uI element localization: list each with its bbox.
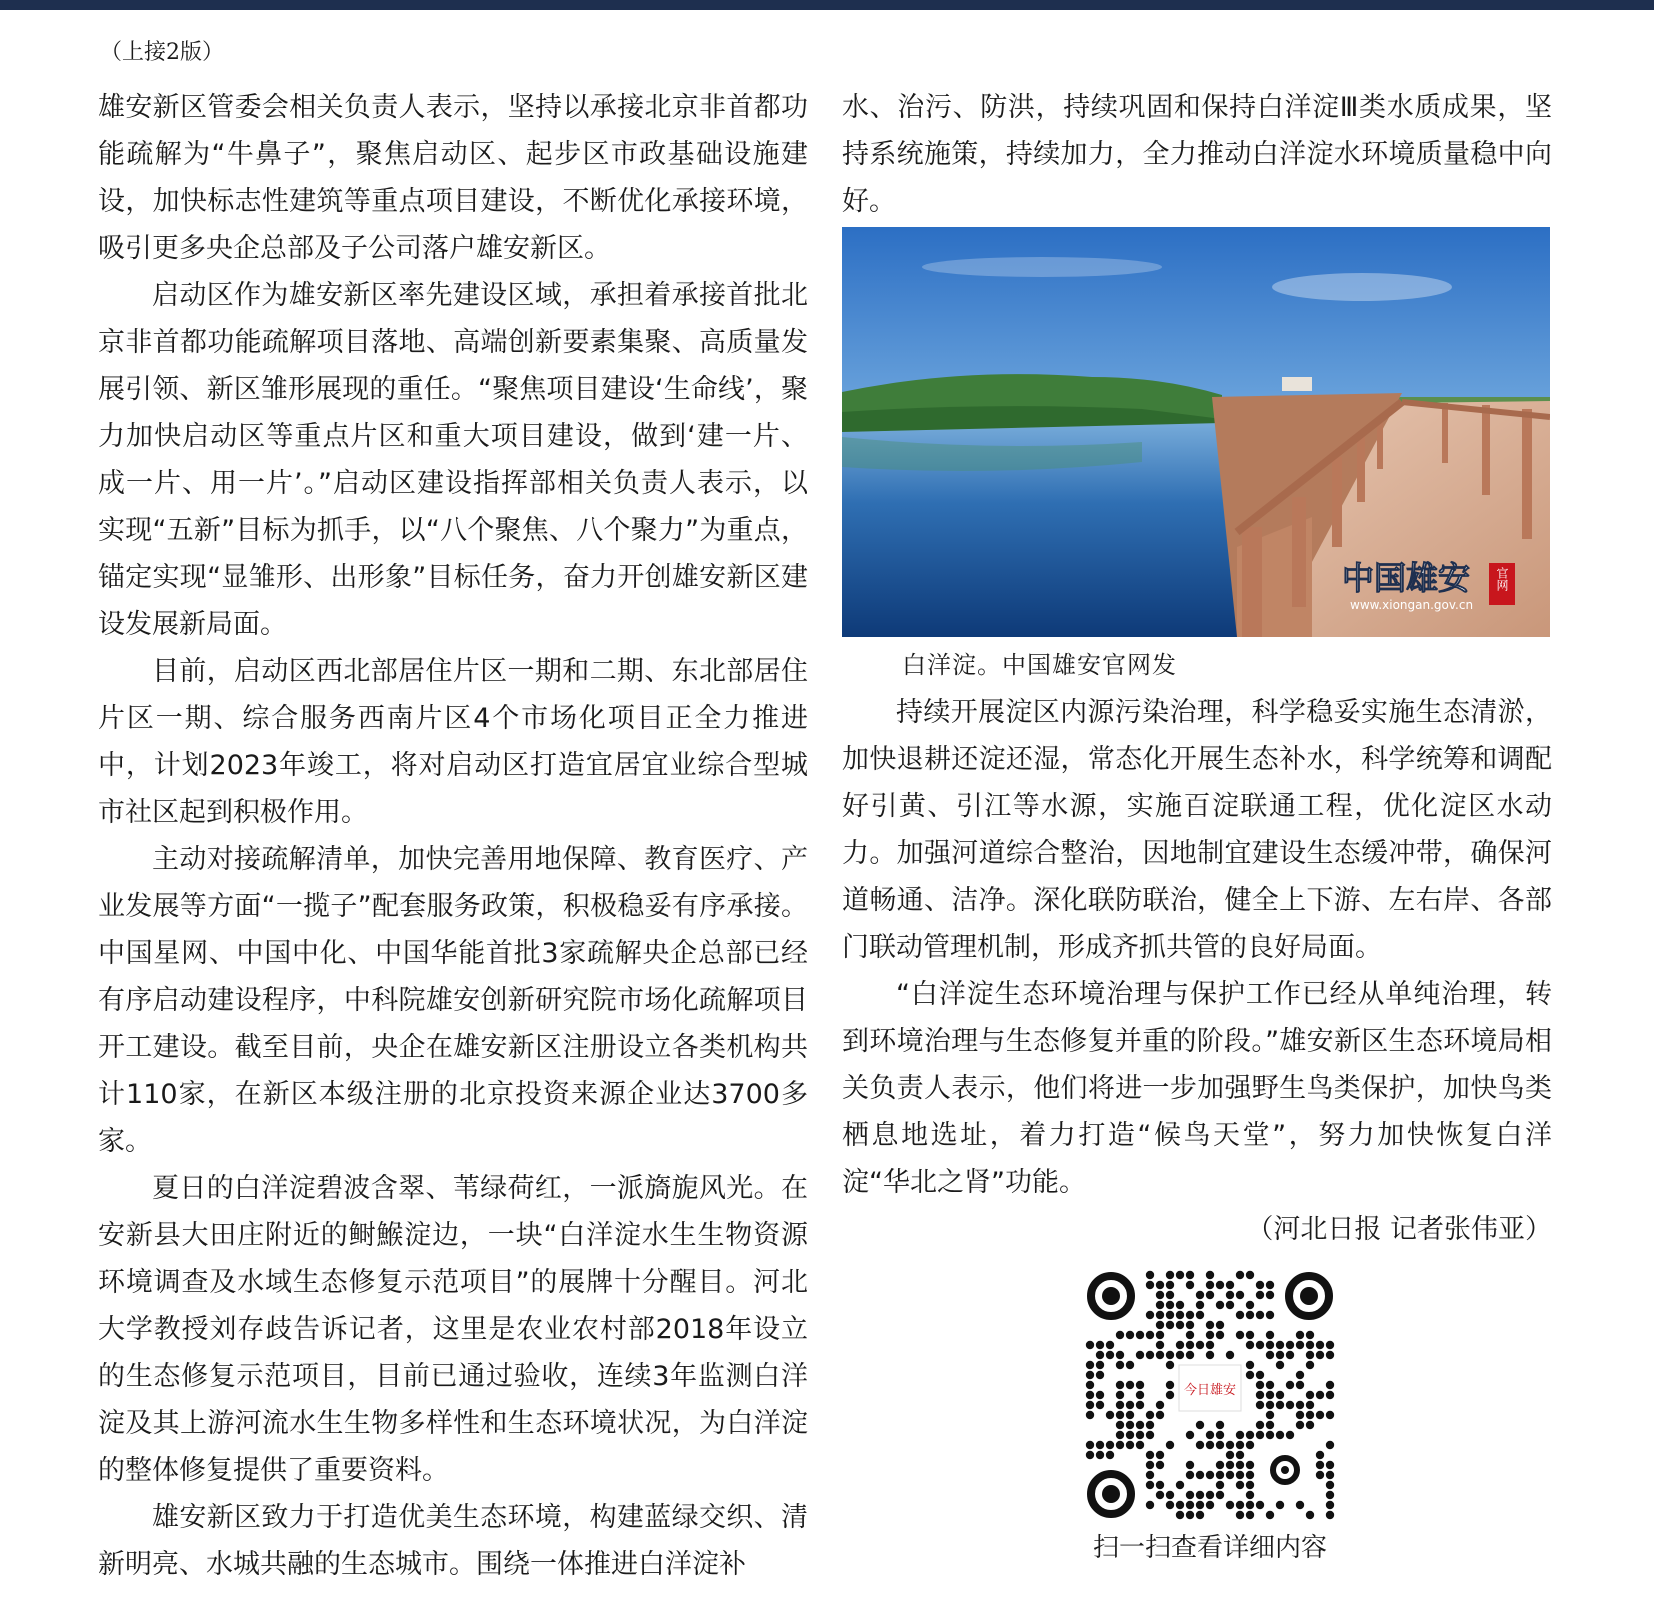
qr-module xyxy=(1286,1351,1294,1359)
qr-module xyxy=(1316,1341,1324,1349)
qr-module xyxy=(1256,1431,1264,1439)
qr-module xyxy=(1116,1421,1124,1429)
article-paragraph: 目前，启动区西北部居住片区一期和二期、东北部居住片区一期、综合服务西南片区4个市场化项目正全力推进中，计划2023年竣工，将对启动区打造宜居宜业综合型城市社区起到积极作用。 xyxy=(98,656,808,828)
qr-module xyxy=(1126,1421,1134,1429)
article-paragraph: “白洋淀生态环境治理与保护工作已经从单纯治理，转到环境治理与生态修复并重的阶段。”雄安新区生态环境局相关负责人表示，他们将进一步加强野生鸟类保护，加快鸟类栖息地选址，着力打造“候鸟天堂”，努力加快恢复白洋淀“华北之肾”功能。 xyxy=(842,979,1552,1198)
qr-module xyxy=(1136,1391,1144,1399)
qr-module xyxy=(1176,1511,1184,1519)
qr-module xyxy=(1276,1501,1284,1509)
qr-module xyxy=(1116,1361,1124,1369)
qr-module xyxy=(1276,1361,1284,1369)
qr-module xyxy=(1166,1291,1174,1299)
qr-module xyxy=(1316,1351,1324,1359)
qr-module xyxy=(1246,1301,1254,1309)
qr-module xyxy=(1166,1321,1174,1329)
qr-module xyxy=(1086,1371,1094,1379)
qr-module xyxy=(1186,1331,1194,1339)
qr-module xyxy=(1206,1291,1214,1299)
qr-module xyxy=(1326,1441,1334,1449)
qr-module xyxy=(1326,1391,1334,1399)
qr-module xyxy=(1146,1471,1154,1479)
qr-module xyxy=(1266,1341,1274,1349)
qr-module xyxy=(1236,1291,1244,1299)
qr-module xyxy=(1236,1481,1244,1489)
qr-module xyxy=(1236,1431,1244,1439)
qr-module xyxy=(1196,1291,1204,1299)
qr-module xyxy=(1216,1281,1224,1289)
photo-watermark-url: www.xiongan.gov.cn xyxy=(1350,598,1474,612)
qr-module xyxy=(1226,1461,1234,1469)
qr-module xyxy=(1316,1471,1324,1479)
qr-module xyxy=(1186,1511,1194,1519)
qr-module xyxy=(1136,1331,1144,1339)
photo-watermark-seal: 官网 xyxy=(1495,567,1509,591)
qr-module xyxy=(1196,1501,1204,1509)
qr-module xyxy=(1236,1471,1244,1479)
qr-module xyxy=(1276,1431,1284,1439)
left-article-column xyxy=(98,84,808,1588)
qr-module xyxy=(1226,1451,1234,1459)
qr-module xyxy=(1326,1411,1334,1419)
qr-module xyxy=(1086,1441,1094,1449)
article-paragraph: 雄安新区管委会相关负责人表示，坚持以承接北京非首都功能疏解为“牛鼻子”，聚焦启动区、起步区市政基础设施建设，加快标志性建筑等重点项目建设，不断优化承接环境，吸引更多央企总部及子公司落户雄安新区。 xyxy=(98,92,808,264)
qr-module xyxy=(1206,1491,1214,1499)
qr-module xyxy=(1126,1361,1134,1369)
qr-module xyxy=(1286,1401,1294,1409)
qr-module xyxy=(1326,1381,1334,1389)
qr-module xyxy=(1156,1451,1164,1459)
qr-module xyxy=(1326,1461,1334,1469)
qr-module xyxy=(1186,1501,1194,1509)
qr-module xyxy=(1256,1311,1264,1319)
qr-module xyxy=(1156,1461,1164,1469)
qr-module xyxy=(1136,1431,1144,1439)
qr-module xyxy=(1166,1381,1174,1389)
qr-module xyxy=(1226,1471,1234,1479)
qr-module xyxy=(1156,1291,1164,1299)
qr-module xyxy=(1206,1431,1214,1439)
qr-module xyxy=(1216,1321,1224,1329)
qr-module xyxy=(1296,1371,1304,1379)
qr-module xyxy=(1256,1401,1264,1409)
qr-module xyxy=(1136,1421,1144,1429)
qr-module xyxy=(1266,1391,1274,1399)
qr-module xyxy=(1206,1441,1214,1449)
qr-module xyxy=(1216,1491,1224,1499)
qr-module xyxy=(1146,1411,1154,1419)
qr-module xyxy=(1256,1281,1264,1289)
qr-module xyxy=(1246,1361,1254,1369)
right-article-column xyxy=(842,84,1552,1253)
qr-module xyxy=(1296,1401,1304,1409)
qr-module xyxy=(1126,1411,1134,1419)
qr-module xyxy=(1116,1331,1124,1339)
qr-module xyxy=(1196,1441,1204,1449)
qr-module xyxy=(1086,1361,1094,1369)
qr-module xyxy=(1246,1341,1254,1349)
qr-module xyxy=(1136,1351,1144,1359)
qr-module xyxy=(1186,1431,1194,1439)
qr-module xyxy=(1166,1391,1174,1399)
qr-module xyxy=(1186,1341,1194,1349)
qr-module xyxy=(1246,1271,1254,1279)
article-paragraph-continued: 水、治污、防洪，持续巩固和保持白洋淀Ⅲ类水质成果，坚持系统施策，持续加力，全力推动白洋淀水环境质量稳中向好。 xyxy=(842,92,1552,217)
top-banner-bar xyxy=(0,0,1654,10)
qr-module xyxy=(1126,1441,1134,1449)
qr-module xyxy=(1286,1341,1294,1349)
qr-module xyxy=(1156,1401,1164,1409)
qr-module xyxy=(1236,1331,1244,1339)
qr-module xyxy=(1256,1291,1264,1299)
qr-module xyxy=(1176,1481,1184,1489)
qr-module xyxy=(1096,1371,1104,1379)
qr-module xyxy=(1206,1351,1214,1359)
qr-module xyxy=(1296,1411,1304,1419)
qr-module xyxy=(1256,1421,1264,1429)
qr-module xyxy=(1266,1421,1274,1429)
qr-module xyxy=(1106,1351,1114,1359)
qr-module xyxy=(1176,1301,1184,1309)
qr-module xyxy=(1296,1341,1304,1349)
qr-module xyxy=(1256,1371,1264,1379)
qr-module xyxy=(1326,1501,1334,1509)
qr-module xyxy=(1116,1431,1124,1439)
qr-module xyxy=(1266,1511,1274,1519)
qr-module xyxy=(1236,1511,1244,1519)
qr-module xyxy=(1196,1311,1204,1319)
qr-module xyxy=(1156,1481,1164,1489)
qr-module xyxy=(1176,1501,1184,1509)
qr-module xyxy=(1216,1471,1224,1479)
qr-module xyxy=(1316,1411,1324,1419)
qr-module xyxy=(1216,1421,1224,1429)
qr-module xyxy=(1236,1501,1244,1509)
qr-module xyxy=(1116,1381,1124,1389)
qr-module xyxy=(1306,1391,1314,1399)
qr-module xyxy=(1126,1401,1134,1409)
qr-module xyxy=(1316,1451,1324,1459)
qr-module xyxy=(1286,1431,1294,1439)
qr-center-logo: 今日雄安 xyxy=(1183,1383,1237,1398)
qr-module xyxy=(1096,1401,1104,1409)
qr-module xyxy=(1216,1481,1224,1489)
article-paragraph: 启动区作为雄安新区率先建设区域，承担着承接首批北京非首都功能疏解项目落地、高端创新要素集聚、高质量发展引领、新区雏形展现的重任。“聚焦项目建设‘生命线’，聚力加快启动区等重点片区和重大项目建设，做到‘建一片、成一片、用一片’。”启动区建设指挥部相关负责人表示，以实现“五新”目标为抓手，以“八个聚焦、八个聚力”为重点，锚定实现“显雏形、出形象”目标任务，奋力开创雄安新区建设发展新局面。 xyxy=(98,280,808,640)
article-paragraph: 主动对接疏解清单，加快完善用地保障、教育医疗、产业发展等方面“一揽子”配套服务政策，积极稳妥有序承接。中国星网、中国中化、中国华能首批3家疏解央企总部已经有序启动建设程序，中科院雄安创新研究院市场化疏解项目开工建设。截至目前，央企在雄安新区注册设立各类机构共计110家，在新区本级注册的北京投资来源企业达3700多家。 xyxy=(98,844,808,1157)
qr-module xyxy=(1206,1321,1214,1329)
qr-module xyxy=(1086,1411,1094,1419)
qr-module xyxy=(1266,1431,1274,1439)
qr-module xyxy=(1146,1431,1154,1439)
qr-module xyxy=(1206,1471,1214,1479)
qr-module xyxy=(1156,1281,1164,1289)
qr-module xyxy=(1186,1471,1194,1479)
qr-module xyxy=(1166,1301,1174,1309)
qr-module xyxy=(1166,1311,1174,1319)
qr-module xyxy=(1276,1341,1284,1349)
qr-module xyxy=(1086,1381,1094,1389)
qr-module xyxy=(1266,1281,1274,1289)
qr-module xyxy=(1166,1491,1174,1499)
qr-module xyxy=(1216,1441,1224,1449)
qr-module xyxy=(1166,1441,1174,1449)
article-paragraph: 持续开展淀区内源污染治理，科学稳妥实施生态清淤，加快退耕还淀还湿，常态化开展生态补水，科学统筹和调配好引黄、引江等水源，实施百淀联通工程，优化淀区水动力。加强河道综合整治，因地制宜建设生态缓冲带，确保河道畅通、洁净。深化联防联治，健全上下游、左右岸、各部门联动管理机制，形成齐抓共管的良好局面。 xyxy=(842,697,1552,963)
qr-module xyxy=(1216,1331,1224,1339)
qr-module xyxy=(1246,1481,1254,1489)
qr-module xyxy=(1256,1381,1264,1389)
photo-watermark-title: 中国雄安 xyxy=(1342,559,1471,597)
qr-module xyxy=(1236,1311,1244,1319)
qr-module xyxy=(1126,1331,1134,1339)
qr-module xyxy=(1306,1401,1314,1409)
qr-module xyxy=(1196,1471,1204,1479)
qr-module xyxy=(1156,1301,1164,1309)
qr-module xyxy=(1246,1471,1254,1479)
qr-module xyxy=(1236,1461,1244,1469)
photo-caption: 白洋淀。中国雄安官网发 xyxy=(902,651,1177,679)
qr-module xyxy=(1116,1351,1124,1359)
qr-module xyxy=(1096,1341,1104,1349)
qr-module xyxy=(1166,1271,1174,1279)
qr-module xyxy=(1306,1361,1314,1369)
qr-module xyxy=(1296,1421,1304,1429)
qr-scan-label: 扫一扫查看详细内容 xyxy=(1092,1533,1327,1563)
qr-module xyxy=(1096,1361,1104,1369)
qr-module xyxy=(1096,1441,1104,1449)
qr-module xyxy=(1256,1341,1264,1349)
qr-module xyxy=(1126,1381,1134,1389)
qr-module xyxy=(1206,1281,1214,1289)
qr-module xyxy=(1186,1321,1194,1329)
qr-module xyxy=(1186,1461,1194,1469)
qr-module xyxy=(1156,1311,1164,1319)
qr-module xyxy=(1166,1361,1174,1369)
qr-module xyxy=(1246,1441,1254,1449)
qr-module xyxy=(1246,1431,1254,1439)
qr-module xyxy=(1116,1441,1124,1449)
qr-module xyxy=(1086,1401,1094,1409)
qr-module xyxy=(1096,1451,1104,1459)
qr-module xyxy=(1326,1471,1334,1479)
qr-module xyxy=(1296,1331,1304,1339)
qr-module xyxy=(1196,1421,1204,1429)
qr-module xyxy=(1296,1381,1304,1389)
qr-module xyxy=(1266,1311,1274,1319)
qr-module xyxy=(1266,1401,1274,1409)
qr-module xyxy=(1326,1511,1334,1519)
qr-module xyxy=(1146,1311,1154,1319)
qr-module xyxy=(1196,1491,1204,1499)
qr-module xyxy=(1136,1401,1144,1409)
qr-module xyxy=(1156,1321,1164,1329)
qr-module xyxy=(1256,1391,1264,1399)
qr-module xyxy=(1116,1401,1124,1409)
qr-module xyxy=(1146,1421,1154,1429)
qr-module xyxy=(1326,1351,1334,1359)
qr-module xyxy=(1206,1271,1214,1279)
qr-module xyxy=(1186,1311,1194,1319)
qr-module xyxy=(1326,1341,1334,1349)
qr-module xyxy=(1156,1351,1164,1359)
qr-module xyxy=(1226,1291,1234,1299)
qr-module xyxy=(1266,1291,1274,1299)
qr-module xyxy=(1276,1351,1284,1359)
qr-module xyxy=(1156,1331,1164,1339)
qr-module xyxy=(1216,1301,1224,1309)
qr-module xyxy=(1126,1431,1134,1439)
qr-module xyxy=(1246,1511,1254,1519)
qr-module xyxy=(1266,1411,1274,1419)
qr-module xyxy=(1316,1391,1324,1399)
qr-module xyxy=(1316,1461,1324,1469)
qr-module xyxy=(1106,1441,1114,1449)
qr-module xyxy=(1256,1501,1264,1509)
qr-module xyxy=(1216,1461,1224,1469)
qr-module xyxy=(1146,1481,1154,1489)
qr-module xyxy=(1186,1351,1194,1359)
qr-module xyxy=(1176,1311,1184,1319)
qr-module xyxy=(1266,1381,1274,1389)
qr-module xyxy=(1176,1271,1184,1279)
qr-module xyxy=(1136,1441,1144,1449)
qr-module xyxy=(1236,1451,1244,1459)
qr-module xyxy=(1206,1341,1214,1349)
qr-module xyxy=(1276,1391,1284,1399)
qr-module xyxy=(1226,1281,1234,1289)
qr-module xyxy=(1096,1351,1104,1359)
qr-module xyxy=(1116,1391,1124,1399)
qr-module xyxy=(1226,1301,1234,1309)
qr-module xyxy=(1116,1411,1124,1419)
qr-module xyxy=(1246,1371,1254,1379)
qr-module xyxy=(1146,1351,1154,1359)
qr-module xyxy=(1086,1391,1094,1399)
qr-module xyxy=(1206,1331,1214,1339)
qr-module xyxy=(1326,1491,1334,1499)
qr-module xyxy=(1276,1401,1284,1409)
qr-module xyxy=(1306,1341,1314,1349)
qr-module xyxy=(1146,1451,1154,1459)
qr-module xyxy=(1246,1311,1254,1319)
article-paragraph: 雄安新区致力于打造优美生态环境，构建蓝绿交织、清新明亮、水城共融的生态城市。围绕一体推进白洋淀补 xyxy=(98,1502,808,1580)
qr-module xyxy=(1246,1491,1254,1499)
qr-module xyxy=(1166,1281,1174,1289)
qr-module xyxy=(1156,1491,1164,1499)
qr-module xyxy=(1236,1271,1244,1279)
qr-module xyxy=(1196,1511,1204,1519)
qr-module xyxy=(1236,1441,1244,1449)
qr-module xyxy=(1146,1271,1154,1279)
qr-code-icon xyxy=(1085,1270,1335,1520)
qr-module xyxy=(1196,1341,1204,1349)
qr-module xyxy=(1156,1341,1164,1349)
qr-module xyxy=(1306,1351,1314,1359)
qr-module xyxy=(1216,1431,1224,1439)
qr-module xyxy=(1166,1501,1174,1509)
qr-module xyxy=(1176,1351,1184,1359)
baiyangdian-photo xyxy=(842,227,1550,637)
qr-module xyxy=(1136,1381,1144,1389)
qr-module xyxy=(1296,1501,1304,1509)
qr-module xyxy=(1306,1411,1314,1419)
qr-module xyxy=(1186,1281,1194,1289)
qr-module xyxy=(1306,1421,1314,1429)
qr-module xyxy=(1266,1351,1274,1359)
qr-module xyxy=(1146,1501,1154,1509)
qr-module xyxy=(1246,1461,1254,1469)
article-paragraph: 夏日的白洋淀碧波含翠、苇绿荷红，一派旖旎风光。在安新县大田庄附近的鲥鯸淀边，一块“白洋淀水生生物资源环境调查及水域生态修复示范项目”的展牌十分醒目。河北大学教授刘存歧告诉记者，这里是农业农村部2018年设立的生态修复示范项目，目前已通过验收，连续3年监测白洋淀及其上游河流水生生物多样性和生态环境状况，为白洋淀的整体修复提供了重要资料。 xyxy=(98,1173,808,1486)
qr-module xyxy=(1246,1501,1254,1509)
article-byline: （河北日报 记者张伟亚） xyxy=(1246,1214,1552,1245)
qr-code[interactable] xyxy=(1085,1270,1335,1520)
qr-module xyxy=(1106,1411,1114,1419)
qr-module xyxy=(1086,1451,1094,1459)
qr-module xyxy=(1156,1411,1164,1419)
qr-module xyxy=(1186,1271,1194,1279)
qr-module xyxy=(1176,1321,1184,1329)
qr-code-block xyxy=(1080,1270,1340,1566)
qr-module xyxy=(1226,1501,1234,1509)
qr-module xyxy=(1146,1281,1154,1289)
qr-module xyxy=(1106,1451,1114,1459)
qr-module xyxy=(1246,1331,1254,1339)
qr-module xyxy=(1326,1481,1334,1489)
qr-module xyxy=(1166,1351,1174,1359)
qr-module xyxy=(1266,1331,1274,1339)
qr-module xyxy=(1176,1341,1184,1349)
qr-module xyxy=(1226,1351,1234,1359)
qr-module xyxy=(1146,1331,1154,1339)
continuation-note: （上接2版） xyxy=(100,40,224,65)
qr-module xyxy=(1286,1381,1294,1389)
qr-module xyxy=(1096,1391,1104,1399)
qr-module xyxy=(1106,1341,1114,1349)
qr-module xyxy=(1146,1461,1154,1469)
qr-module xyxy=(1206,1501,1214,1509)
qr-module xyxy=(1306,1331,1314,1339)
qr-module xyxy=(1186,1491,1194,1499)
qr-module xyxy=(1196,1301,1204,1309)
qr-module xyxy=(1226,1441,1234,1449)
qr-module xyxy=(1306,1511,1314,1519)
qr-module xyxy=(1086,1341,1094,1349)
